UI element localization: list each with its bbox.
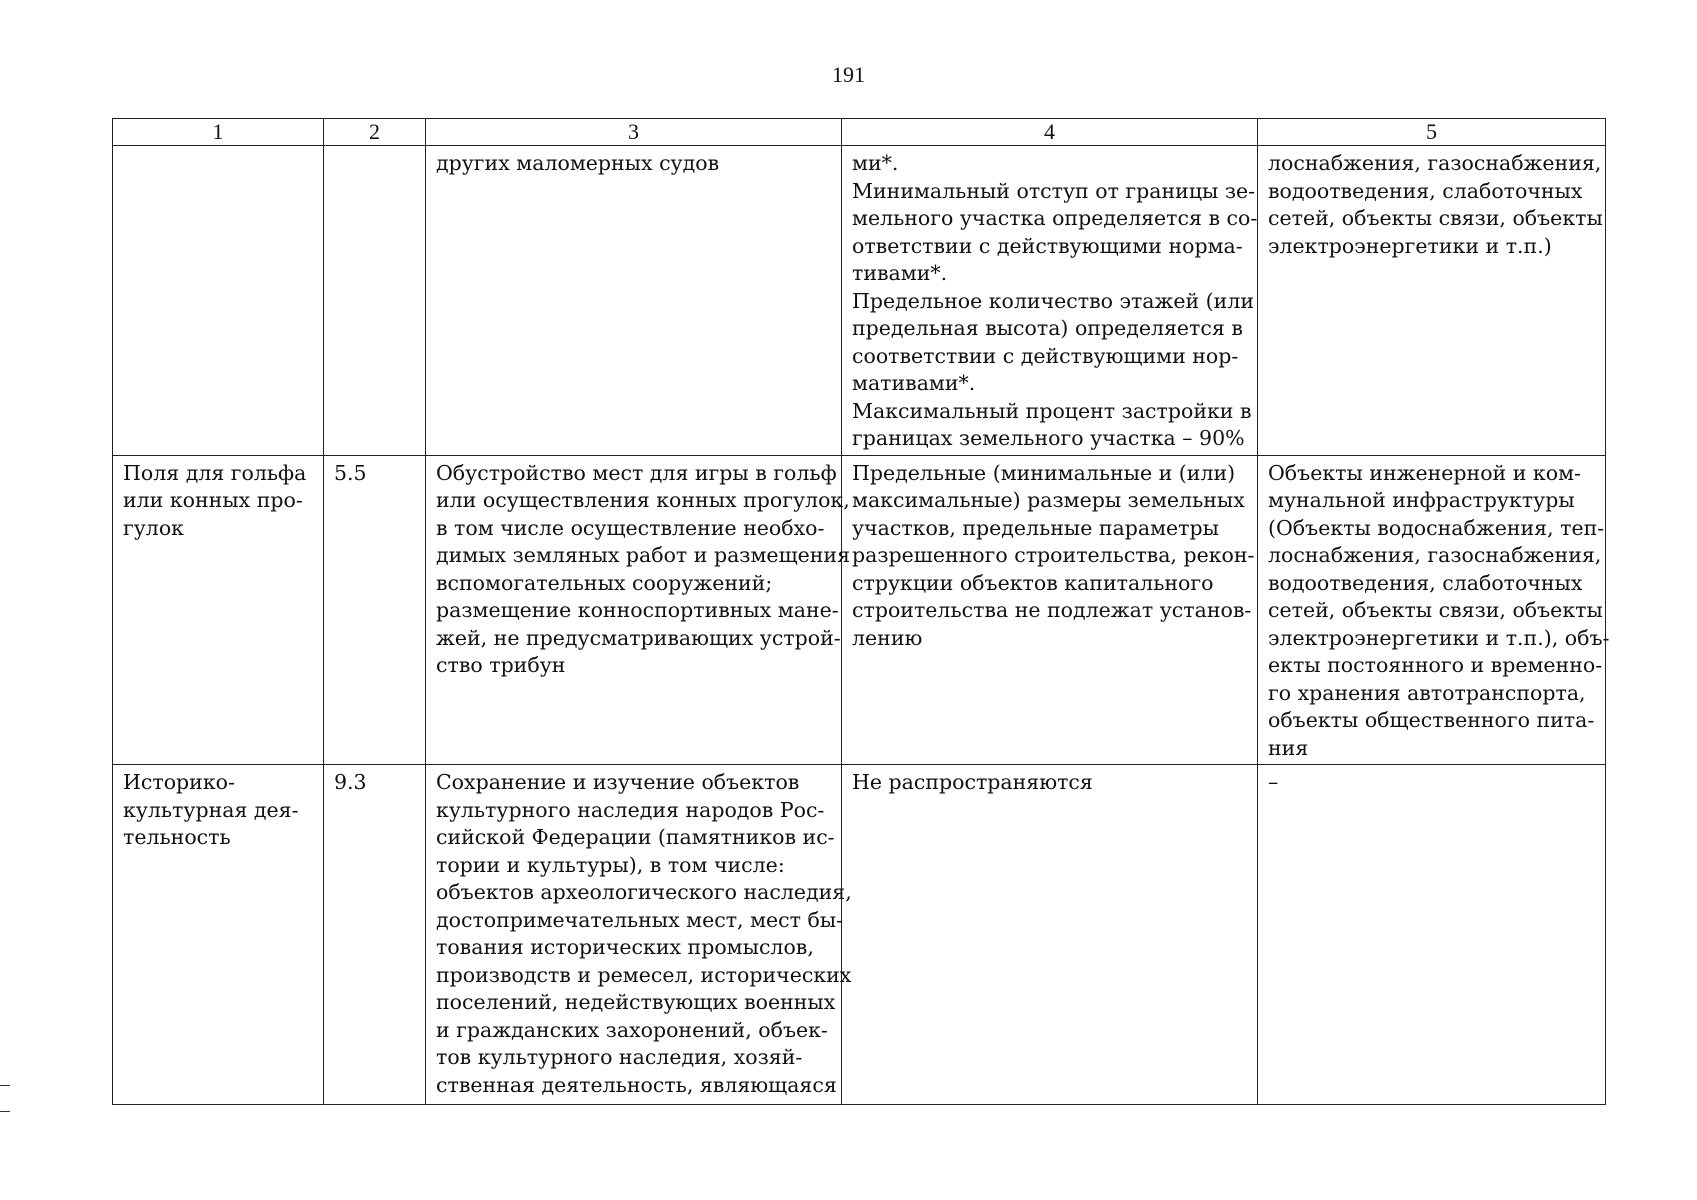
table-cell-col-4 <box>842 146 1258 456</box>
table-cell-col-5 <box>1258 455 1610 765</box>
table-cell-col-2 <box>324 765 426 1105</box>
cell-text-line: го хранения автотранспорта, <box>1268 680 1586 705</box>
cell-text-line: лению <box>852 625 923 650</box>
table-cell-col-1 <box>113 455 324 765</box>
cell-text-line: или осуществления конных прогулок, <box>436 488 850 512</box>
cell-text-line: Сохранение и изучение объектов <box>436 770 800 794</box>
cell-text-line: Объекты инженерной и ком- <box>1268 460 1581 485</box>
cell-text-line: димых земляных работ и размещения <box>436 543 851 567</box>
cell-text-line: тории и культуры), в том числе: <box>436 852 785 877</box>
cell-text-line: Максимальный процент застройки в <box>852 398 1252 423</box>
cell-text-line: производств и ремесел, исторических <box>436 962 852 987</box>
cell-text-line: культурная дея- <box>123 797 299 822</box>
header-row <box>113 119 1606 146</box>
cell-text-line: объекты общественного пита- <box>1268 708 1595 732</box>
cell-text-line: разрешенного строительства, рекон- <box>852 543 1255 567</box>
cell-text-line: Предельное количество этажей (или <box>852 288 1255 313</box>
cell-text-line: строительства не подлежат установ- <box>852 598 1252 622</box>
cell-text-line: и гражданских захоронений, объек- <box>436 1017 828 1042</box>
table-cell-col-4 <box>842 765 1258 1105</box>
table-cell-col-3 <box>426 765 852 1105</box>
cell-text-line: мативами*. <box>852 371 976 395</box>
cell-text-line: Историко- <box>123 770 235 794</box>
cell-text-line: сетей, объекты связи, объекты <box>1268 206 1603 230</box>
cell-text-line: размещение конноспортивных мане- <box>436 598 839 622</box>
table-row <box>113 765 1606 1105</box>
cell-text: 9.3 <box>334 770 367 794</box>
cell-text-line: лоснабжения, газоснабжения, <box>1268 543 1602 567</box>
cell-text-line: тельность <box>123 825 231 849</box>
column-header: 2 <box>324 119 426 146</box>
cell-text-line: предельная высота) определяется в <box>852 316 1243 340</box>
table-cell-col-3 <box>426 146 842 456</box>
table-row <box>113 455 1606 765</box>
column-header: 5 <box>1258 119 1606 146</box>
table-cell-col-2 <box>324 146 426 456</box>
cell-text-line: электроэнергетики и т.п.) <box>1268 233 1552 258</box>
cell-text-line: тования исторических промыслов, <box>436 935 814 959</box>
cell-text-line: Минимальный отступ от границы зе- <box>852 178 1256 203</box>
cell-text-line: струкции объектов капитального <box>852 570 1214 595</box>
cell-text-line: вспомогательных сооружений; <box>436 570 773 595</box>
cell-text-line: лоснабжения, газоснабжения, <box>1268 151 1602 175</box>
cell-text-line: тивами*. <box>852 261 948 285</box>
cell-text-line: – <box>1268 770 1279 794</box>
cell-text-line: ния <box>1268 735 1309 760</box>
cell-text-line: ответствии с действующими норма- <box>852 233 1243 258</box>
column-header: 1 <box>113 119 324 146</box>
cell-text-line: жей, не предусматривающих устрой- <box>436 625 841 650</box>
cell-text-line: екты постоянного и временно- <box>1268 653 1603 677</box>
cell-text: 5.5 <box>334 460 367 485</box>
cell-text-line: Обустройство мест для игры в гольф <box>436 460 837 485</box>
cell-text-line: культурного наследия народов Рос- <box>436 797 825 822</box>
cell-text-line: сийской Федерации (памятников ис- <box>436 825 835 849</box>
cell-text-line: других маломерных судов <box>436 151 720 175</box>
table-cell-col-2 <box>324 455 426 765</box>
cell-text-line: водоотведения, слаботочных <box>1268 178 1583 203</box>
cell-text-line: поселений, недействующих военных <box>436 990 836 1014</box>
cell-text-line: Предельные (минимальные и (или) <box>852 460 1236 485</box>
column-header: 4 <box>842 119 1258 146</box>
cell-text-line: Не распространяются <box>852 770 1093 794</box>
table-cell-col-1 <box>113 765 324 1105</box>
cell-text-line: максимальные) размеры земельных <box>852 488 1245 512</box>
table-cell-col-3 <box>426 455 851 765</box>
column-header: 3 <box>426 119 842 146</box>
cell-text-line: мунальной инфраструктуры <box>1268 488 1575 512</box>
cell-text-line: ство трибун <box>436 653 566 677</box>
table-cell-col-1 <box>113 146 324 456</box>
cell-text-line: участков, предельные параметры <box>852 515 1219 540</box>
margin-mark <box>0 1111 10 1112</box>
table-cell-col-5 <box>1258 146 1606 456</box>
cell-text-line: водоотведения, слаботочных <box>1268 570 1583 595</box>
cell-text-line: электроэнергетики и т.п.), объ- <box>1268 625 1610 650</box>
table-row <box>113 146 1606 456</box>
cell-text-line: достопримечательных мест, мест бы- <box>436 907 844 932</box>
cell-text-line: соответствии с действующими нор- <box>852 343 1239 368</box>
cell-text-line: Поля для гольфа <box>123 460 307 485</box>
cell-text-line: в том числе осуществление необхо- <box>436 515 825 540</box>
cell-text-line: гулок <box>123 515 184 540</box>
cell-text-line: или конных про- <box>123 488 303 512</box>
cell-text-line: объектов археологического наследия, <box>436 880 852 904</box>
cell-text-line: (Объекты водоснабжения, теп- <box>1268 515 1605 540</box>
page-number: 191 <box>832 62 865 87</box>
cell-text-line: ственная деятельность, являющаяся <box>436 1072 837 1097</box>
table-cell-col-5 <box>1258 765 1606 1105</box>
cell-text-line: сетей, объекты связи, объекты <box>1268 598 1603 622</box>
table-cell-col-4 <box>842 455 1258 765</box>
cell-text-line: мельного участка определяется в со- <box>852 206 1258 230</box>
cell-text-line: тов культурного наследия, хозяй- <box>436 1045 803 1069</box>
cell-text-line: ми*. <box>852 151 899 175</box>
cell-text-line: границах земельного участка – 90% <box>852 426 1245 450</box>
margin-mark <box>0 1085 10 1086</box>
land-use-table <box>112 118 1610 1105</box>
